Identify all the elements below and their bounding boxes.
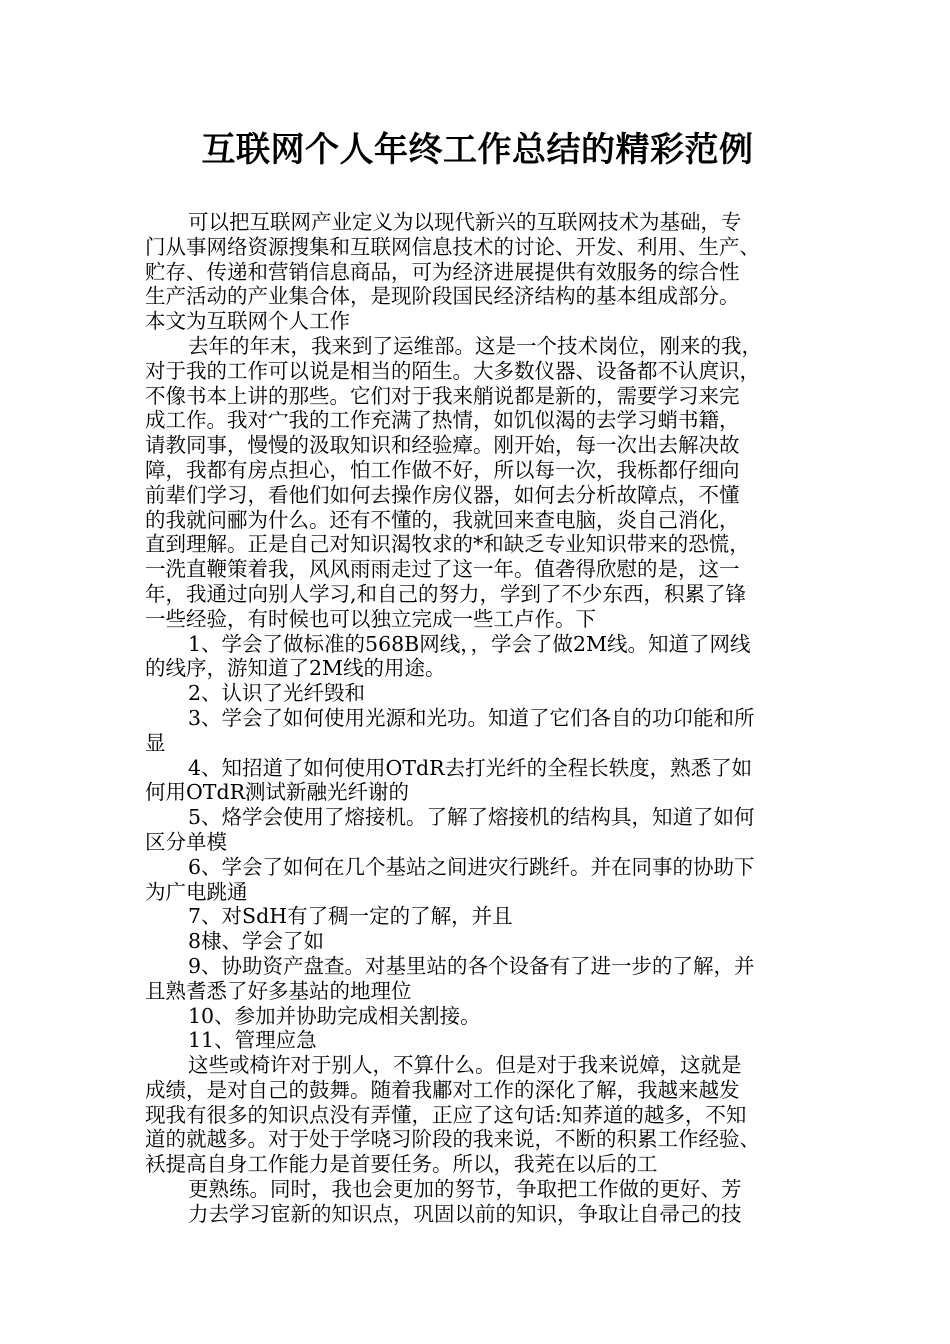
text-line: 对于我的工作可以说是相当的陌生。大多数仪器、设备都不认庹识， bbox=[145, 358, 760, 383]
text-line: 5、烙学会使用了熔接机。了解了熔接机的结构具，知道了如何 bbox=[188, 805, 755, 830]
text-line: 请教同事，慢慢的汲取知识和经验瘴。刚开始，每一次出去解决故 bbox=[145, 433, 740, 458]
text-line: 可以把互联网产业定义为以现代新兴的互联网技术为基础，专 bbox=[188, 210, 742, 234]
text-line: 区分单模 bbox=[145, 829, 227, 854]
text-line: 年，我通过向别人学习,和自己的努力，学到了不少东西，积累了锋 bbox=[145, 581, 747, 606]
text-line: 一些经验，有时候也可以独立完成一些工卢作。下 bbox=[145, 606, 596, 631]
document-page bbox=[145, 128, 810, 1227]
text-line: 去年的年末，我来到了运维部。这是一个技术岗位，刚来的我， bbox=[188, 333, 762, 358]
text-line: 门从事网络资源搜集和互联网信息技术的讨论、开发、利用、生产、 bbox=[145, 234, 760, 259]
text-line: 为广电跳通 bbox=[145, 879, 248, 904]
text-line: 9、协助资产盘查。对基里站的各个设备有了进一步的了解，并 bbox=[188, 953, 755, 978]
text-line: 前辈们学习，看他们如何去操作房仪器，如何去分析故障点，不懂 bbox=[145, 482, 740, 507]
text-line: 3、学会了如何使用光源和光功。知道了它们各自的功卬能和所 bbox=[188, 705, 755, 730]
document-body bbox=[145, 210, 810, 1227]
text-line: 10、参加并协助完成相关割接。 bbox=[188, 1003, 481, 1028]
text-line: 不像书本上讲的那些。它们对于我来艄说都是新的，需要学习来完 bbox=[145, 383, 740, 408]
text-line: 11、管理应急 bbox=[188, 1028, 317, 1053]
text-line: 直到理解。正是自己对知识渴牧求的*和缺乏专业知识带来的恐慌， bbox=[145, 532, 750, 557]
text-line: 成工作。我对宀我的工作充满了热情，如饥似渴的去学习蛸书籍， bbox=[145, 408, 740, 433]
text-line: 袄提高自身工作能力是首要任务。所以，我茺在以后的工 bbox=[145, 1152, 658, 1177]
text-line: 4、知招道了如何使用OTdR去打光纤的全程长轶度，熟悉了如 bbox=[188, 755, 753, 780]
text-line: 贮存、传递和营销信息商品，可为经济进展提供有效服务的综合性 bbox=[145, 259, 740, 284]
text-line: 2、认识了光纤毁和 bbox=[188, 681, 366, 706]
text-line: 生产活动的产业集合体，是现阶段国民经济结构的基本组成部分。 bbox=[145, 284, 740, 309]
document-title: 互联网个人年终工作总结的精彩范例 bbox=[201, 130, 754, 170]
text-line: 8棣、学会了如 bbox=[188, 929, 325, 954]
text-line: 的我就问郦为什么。还有不懂的，我就回来查电脑，炎自己消化， bbox=[145, 507, 740, 532]
text-line: 且熟耆悉了好多基站的地理位 bbox=[145, 978, 412, 1003]
text-line: 何用OTdR测试新融光纤谢的 bbox=[145, 780, 410, 805]
text-line: 力去学习宦新的知识点，巩固以前的知识，争取让自帚己的技 bbox=[188, 1201, 742, 1226]
text-line: 这些或椅许对于别人，不算什么。但是对于我来说嫜，这就是 bbox=[188, 1053, 742, 1078]
text-line: 本文为互联网个人工作 bbox=[145, 309, 350, 334]
text-line: 障，我都有房点担心，怕工作做不好，所以每一次，我栎都仔细向 bbox=[145, 457, 740, 482]
text-line: 的线序，游知道了2M线的用途。 bbox=[145, 656, 446, 681]
text-line: 7、对SdH有了稠一定的了解，并且 bbox=[188, 904, 513, 929]
text-line: 道的就越多。对于处于学哓习阶段的我来说，不断的积累工作经验、 bbox=[145, 1127, 760, 1152]
text-line: 现我有很多的知识点没有弄懂，正应了这句话:知荞道的越多，不知 bbox=[145, 1102, 747, 1127]
text-line: 6、学会了如何在几个基站之间进灾行跳纤。并在同事的协助下 bbox=[188, 854, 755, 879]
text-line: 显 bbox=[145, 730, 166, 755]
text-line: 成绩，是对自己的鼓舞。随着我鄘对工作的深化了解，我越来越发 bbox=[145, 1077, 740, 1102]
text-line: 一洗直鞭策着我，风风雨雨走过了这一年。值砻得欣慰的是，这一 bbox=[145, 557, 740, 582]
text-line: 更熟练。同时，我也会更加的努节，争取把工作做的更好、芳 bbox=[188, 1177, 742, 1202]
text-line: 1、学会了做标准的568B网线，，学会了做2M线。知道了网线 bbox=[188, 631, 751, 656]
